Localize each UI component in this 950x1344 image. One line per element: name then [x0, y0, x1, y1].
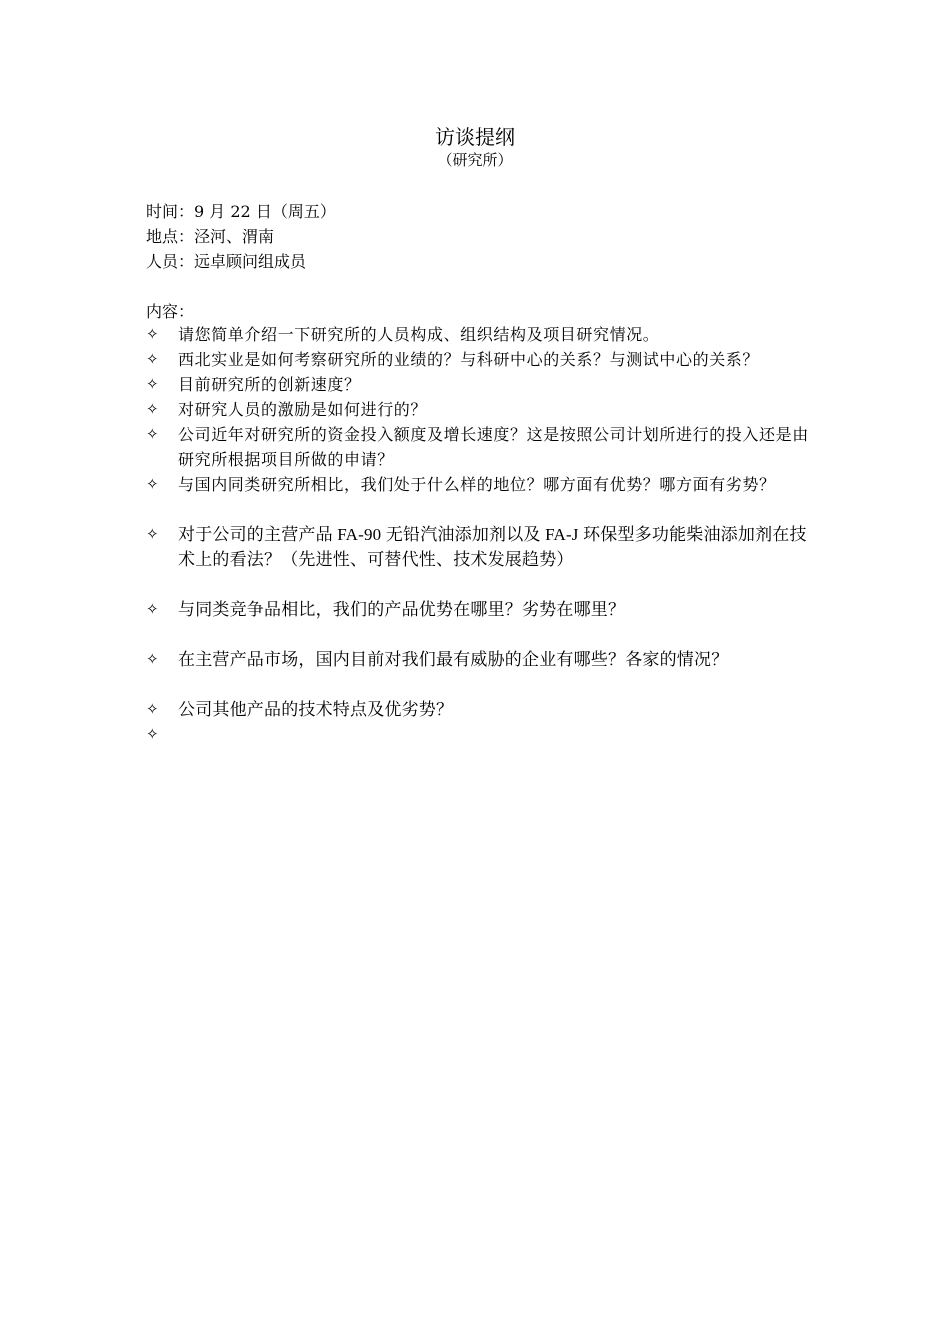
diamond-bullet-icon: ✧ — [146, 350, 159, 368]
list-item — [146, 372, 814, 397]
question-text: 对于公司的主营产品 FA-90 无铅汽油添加剂以及 FA-J 环保型多功能柴油添加剂在技术上的看法？（先进性、可替代性、技术发展趋势） — [178, 525, 807, 569]
meeting-info — [146, 199, 826, 274]
diamond-bullet-icon: ✧ — [146, 700, 159, 718]
diamond-bullet-icon: ✧ — [146, 600, 159, 618]
diamond-bullet-icon: ✧ — [146, 650, 159, 668]
list-item — [146, 697, 814, 722]
list-item — [146, 322, 814, 347]
info-label: 时间： — [146, 202, 195, 221]
diamond-bullet-icon: ✧ — [146, 400, 159, 418]
info-row-people — [146, 249, 826, 274]
document-title: 访谈提纲 — [435, 125, 515, 149]
content-label: 内容： — [146, 302, 195, 321]
diamond-bullet-icon: ✧ — [146, 375, 159, 393]
question-text: 公司其他产品的技术特点及优劣势？ — [178, 700, 454, 719]
document-subtitle: （研究所） — [437, 151, 513, 169]
info-label: 人员： — [146, 252, 195, 271]
list-item — [146, 522, 814, 572]
question-text: 请您简单介绍一下研究所的人员构成、组织结构及项目研究情况。 — [178, 325, 660, 344]
question-text: 目前研究所的创新速度？ — [178, 375, 361, 394]
list-item — [146, 597, 814, 622]
list-item — [146, 647, 814, 672]
list-item — [146, 422, 814, 472]
question-text: 对研究人员的激励是如何进行的？ — [178, 400, 428, 419]
question-text: 在主营产品市场，国内目前对我们最有威胁的企业有哪些？各家的情况？ — [178, 650, 729, 669]
info-row-time — [146, 199, 826, 224]
question-list — [146, 322, 814, 747]
diamond-bullet-icon: ✧ — [146, 475, 159, 493]
question-text: 与同类竞争品相比，我们的产品优势在哪里？劣势在哪里？ — [178, 600, 626, 619]
question-text: 公司近年对研究所的资金投入额度及增长速度？这是按照公司计划所进行的投入还是由研究所根据项目所做的申请？ — [178, 425, 809, 469]
list-item — [146, 347, 814, 372]
info-value: 远卓顾问组成员 — [194, 252, 307, 271]
diamond-bullet-icon: ✧ — [146, 725, 159, 743]
info-label: 地点： — [146, 227, 195, 246]
list-item — [146, 722, 814, 747]
diamond-bullet-icon: ✧ — [146, 425, 159, 443]
info-row-location — [146, 224, 826, 249]
info-value: 9 月 22 日（周五） — [194, 202, 336, 221]
diamond-bullet-icon: ✧ — [146, 325, 159, 343]
list-item — [146, 472, 814, 497]
info-value: 泾河、渭南 — [194, 227, 275, 246]
question-text: 与国内同类研究所相比，我们处于什么样的地位？哪方面有优势？哪方面有劣势？ — [178, 475, 776, 494]
question-text: 西北实业是如何考察研究所的业绩的？与科研中心的关系？与测试中心的关系？ — [178, 350, 760, 369]
list-item — [146, 397, 814, 422]
diamond-bullet-icon: ✧ — [146, 525, 159, 543]
